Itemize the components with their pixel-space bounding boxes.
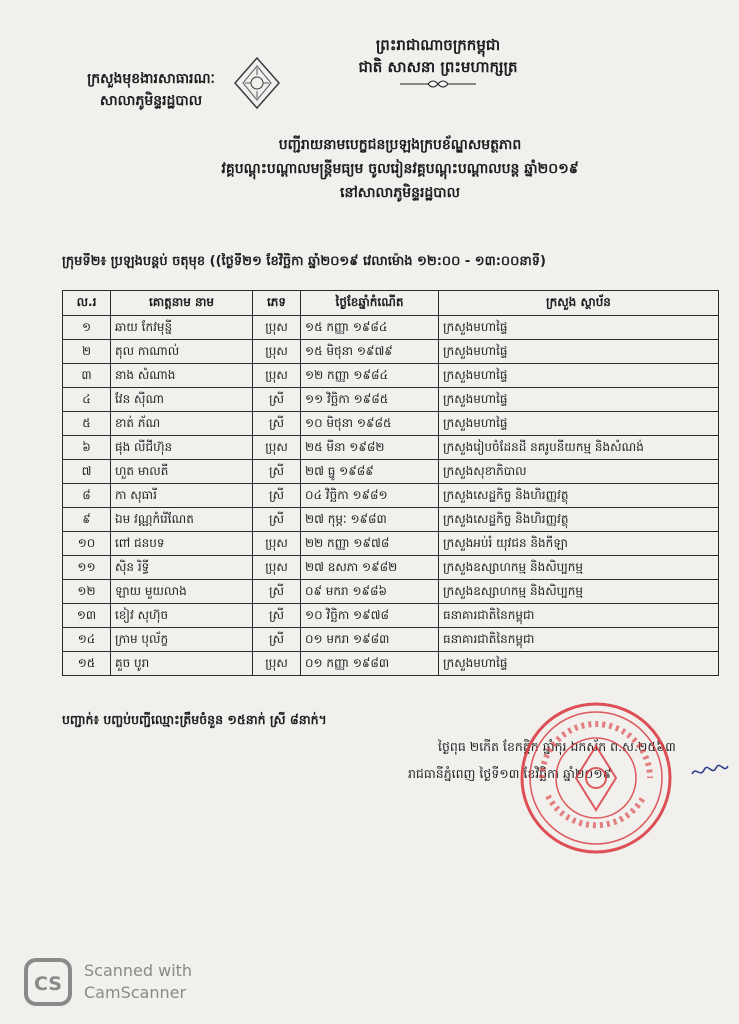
table-row — [63, 652, 719, 676]
group-line: ក្រុមទី២៖ ប្រឡងបន្តប់ ចតុមុខ ((ថ្ងៃទី២១ ខែវិច្ឆិកា ឆ្នាំ២០១៩ វេលាម៉ោង ១២:០០ - ១៣:០០នាទី) — [62, 254, 546, 269]
cell-birthdate: ១៥ កញ្ញា ១៩៨៤ — [301, 316, 439, 340]
cell-number: ១៤ — [63, 628, 111, 652]
candidate-table — [62, 290, 719, 676]
cell-birthdate: ២៧ កុម្ភៈ ១៩៨៣ — [301, 508, 439, 532]
camscanner-watermark — [84, 960, 192, 1004]
header-name: គោត្តនាម នាម — [111, 291, 253, 316]
cell-number: ៨ — [63, 484, 111, 508]
cell-birthdate: ១០ វិច្ឆិកា ១៩៧៨ — [301, 604, 439, 628]
cell-number: ៣ — [63, 364, 111, 388]
cell-number: ១៣ — [63, 604, 111, 628]
title-line-2: វគ្គបណ្តុះបណ្តាលមន្ត្រីមធ្យម ចូលរៀនវគ្គបណ្តុះបណ្តាលបន្ត ឆ្នាំ២០១៩ — [221, 161, 579, 177]
cell-birthdate: ១១ វិច្ឆិកា ១៩៨៥ — [301, 388, 439, 412]
ministry-name: ក្រសួងមុខងារសាធារណៈ — [87, 71, 215, 87]
table-header-row — [63, 291, 719, 316]
cell-institution: ក្រសួងឧស្សាហកម្ម និងសិប្បកម្ម — [439, 580, 719, 604]
table-row — [63, 628, 719, 652]
cell-institution: ធនាគារជាតិនៃកម្ពុជា — [439, 604, 719, 628]
cell-number: ៦ — [63, 436, 111, 460]
table-row — [63, 532, 719, 556]
table-row — [63, 484, 719, 508]
cell-name: ឡាយ មួយលាង — [111, 580, 253, 604]
cell-sex: ប្រុស — [253, 532, 301, 556]
watermark-line-1: Scanned with — [84, 961, 193, 980]
cell-institution: ក្រសួងសេដ្ឋកិច្ច និងហិរញ្ញវត្ថុ — [439, 508, 719, 532]
table-row — [63, 604, 719, 628]
cell-name: នាង សំណាង — [111, 364, 253, 388]
cell-sex: ស្រី — [253, 580, 301, 604]
table-row — [63, 460, 719, 484]
cell-number: ១០ — [63, 532, 111, 556]
cell-name: ស៊ិន រិទ្ធី — [111, 556, 253, 580]
title-line-1: បញ្ជីរាយនាមបេក្ខជនប្រឡងក្របខ័ណ្ឌសមត្ថភាព — [278, 137, 522, 153]
table-row — [63, 436, 719, 460]
table-row — [63, 364, 719, 388]
ornament-divider-icon — [398, 78, 478, 90]
cell-birthdate: ០៤ វិច្ឆិកា ១៩៨១ — [301, 484, 439, 508]
cell-birthdate: ២២ កញ្ញា ១៩៧៨ — [301, 532, 439, 556]
cell-number: ១១ — [63, 556, 111, 580]
cell-number: ១៥ — [63, 652, 111, 676]
cell-institution: ក្រសួងសេដ្ឋកិច្ច និងហិរញ្ញវត្ថុ — [439, 484, 719, 508]
signature-icon — [690, 762, 730, 780]
cell-number: ២ — [63, 340, 111, 364]
cell-institution: ក្រសួងមហាផ្ទៃ — [439, 364, 719, 388]
cell-name: ខៀវ សុហ៊ុច — [111, 604, 253, 628]
lunar-date: ថ្ងៃពុធ ២កើត ខែកត្តិក ឆ្នាំកុរ ឯកស័ក ព.ស.២៥៦៣ — [438, 739, 676, 754]
cell-birthdate: ០១ កញ្ញា ១៩៨៣ — [301, 652, 439, 676]
cell-institution: ក្រសួងឧស្សាហកម្ម និងសិប្បកម្ម — [439, 556, 719, 580]
cell-institution: ក្រសួងមហាផ្ទៃ — [439, 340, 719, 364]
cell-name: ហួត មាលតី — [111, 460, 253, 484]
cell-institution: ក្រសួងមហាផ្ទៃ — [439, 316, 719, 340]
cell-institution: ក្រសួងរៀបចំដែនដី នគរូបនីយកម្ម និងសំណង់ — [439, 436, 719, 460]
cell-number: ១២ — [63, 580, 111, 604]
cell-birthdate: ២៧ ធ្នូ ១៩៨៩ — [301, 460, 439, 484]
table-row — [63, 412, 719, 436]
cell-birthdate: ២៧ ឧសភា ១៩៨២ — [301, 556, 439, 580]
table-row — [63, 340, 719, 364]
cell-number: ៩ — [63, 508, 111, 532]
kingdom-header — [318, 34, 558, 90]
cell-name: ខាត់ ភ័ណ — [111, 412, 253, 436]
cell-sex: ប្រុស — [253, 340, 301, 364]
cell-sex: ប្រុស — [253, 364, 301, 388]
cell-name: ឆាយ កែវមុន្នី — [111, 316, 253, 340]
table-row — [63, 508, 719, 532]
cell-sex: ស្រី — [253, 604, 301, 628]
table-row — [63, 556, 719, 580]
cell-sex: ស្រី — [253, 484, 301, 508]
cell-institution: ក្រសួងមហាផ្ទៃ — [439, 388, 719, 412]
table-row — [63, 580, 719, 604]
cell-name: គួច បូរា — [111, 652, 253, 676]
kingdom-title: ព្រះរាជាណាចក្រកម្ពុជា — [375, 36, 501, 54]
cell-number: ១ — [63, 316, 111, 340]
cell-sex: ប្រុស — [253, 436, 301, 460]
cell-number: ៥ — [63, 412, 111, 436]
cell-number: ៤ — [63, 388, 111, 412]
cell-name: ក្រាម បុល័ក្ខ — [111, 628, 253, 652]
cell-birthdate: ១២ កញ្ញា ១៩៨៤ — [301, 364, 439, 388]
cell-birthdate: ២៥ មីនា ១៩៨២ — [301, 436, 439, 460]
ministry-header — [56, 68, 246, 112]
header-birthdate: ថ្ងៃខែឆ្នាំកំណើត — [301, 291, 439, 316]
cell-name: តុល កាណាល់ — [111, 340, 253, 364]
document-titles — [120, 133, 680, 205]
cell-birthdate: ១៥ មិថុនា ១៩៧៩ — [301, 340, 439, 364]
cell-sex: ស្រី — [253, 388, 301, 412]
national-motto: ជាតិ សាសនា ព្រះមហាក្សត្រ — [358, 58, 518, 76]
cell-birthdate: ០១ មករា ១៩៨៣ — [301, 628, 439, 652]
cell-sex: ប្រុស — [253, 556, 301, 580]
table-row — [63, 388, 719, 412]
cell-name: ពៅ ជនបទ — [111, 532, 253, 556]
solar-date: រាជធានីភ្នំពេញ ថ្ងៃទី១៣ ខែវិច្ឆិកា ឆ្នាំ២០១៩ — [408, 766, 612, 781]
cell-institution: ក្រសួងអប់រំ យុវជន និងកីឡា — [439, 532, 719, 556]
cell-institution: ធនាគារជាតិនៃកម្ពុជា — [439, 628, 719, 652]
cell-sex: ស្រី — [253, 460, 301, 484]
cell-institution: ក្រសួងមហាផ្ទៃ — [439, 412, 719, 436]
header-sex: ភេទ — [253, 291, 301, 316]
camscanner-logo-text: CS — [34, 973, 62, 995]
official-seal-icon — [518, 700, 674, 856]
cell-institution: ក្រសួងសុខាភិបាល — [439, 460, 719, 484]
header-number: ល.រ — [63, 291, 111, 316]
cell-sex: ស្រី — [253, 628, 301, 652]
cell-institution: ក្រសួងមហាផ្ទៃ — [439, 652, 719, 676]
cell-name: វែន ស៊ីណា — [111, 388, 253, 412]
header-institution: ក្រសួង ស្ថាប័ន — [439, 291, 719, 316]
cell-sex: ស្រី — [253, 508, 301, 532]
table-body — [63, 316, 719, 676]
note-line: បញ្ជាក់៖ បញ្ចប់បញ្ជីឈ្មោះត្រឹមចំនួន ១៥នាក់ ស្រី ៨នាក់។ — [62, 712, 327, 727]
school-name: សាលាភូមិន្ទរដ្ឋបាល — [99, 93, 203, 109]
cell-name: ផុង លីជីហ៊ុន — [111, 436, 253, 460]
cell-name: ឯម វណ្ណកំរើណែត — [111, 508, 253, 532]
cell-sex: ស្រី — [253, 412, 301, 436]
title-line-3: នៅសាលាភូមិន្ទរដ្ឋបាល — [340, 185, 460, 201]
cell-birthdate: ០៩ មករា ១៩៨៦ — [301, 580, 439, 604]
cell-number: ៧ — [63, 460, 111, 484]
watermark-line-2: CamScanner — [84, 983, 187, 1002]
cell-birthdate: ១០ មិថុនា ១៩៨៥ — [301, 412, 439, 436]
cell-sex: ប្រុស — [253, 316, 301, 340]
table-row — [63, 316, 719, 340]
camscanner-logo-icon — [24, 958, 72, 1006]
cell-name: កា សុធារី — [111, 484, 253, 508]
cell-sex: ប្រុស — [253, 652, 301, 676]
